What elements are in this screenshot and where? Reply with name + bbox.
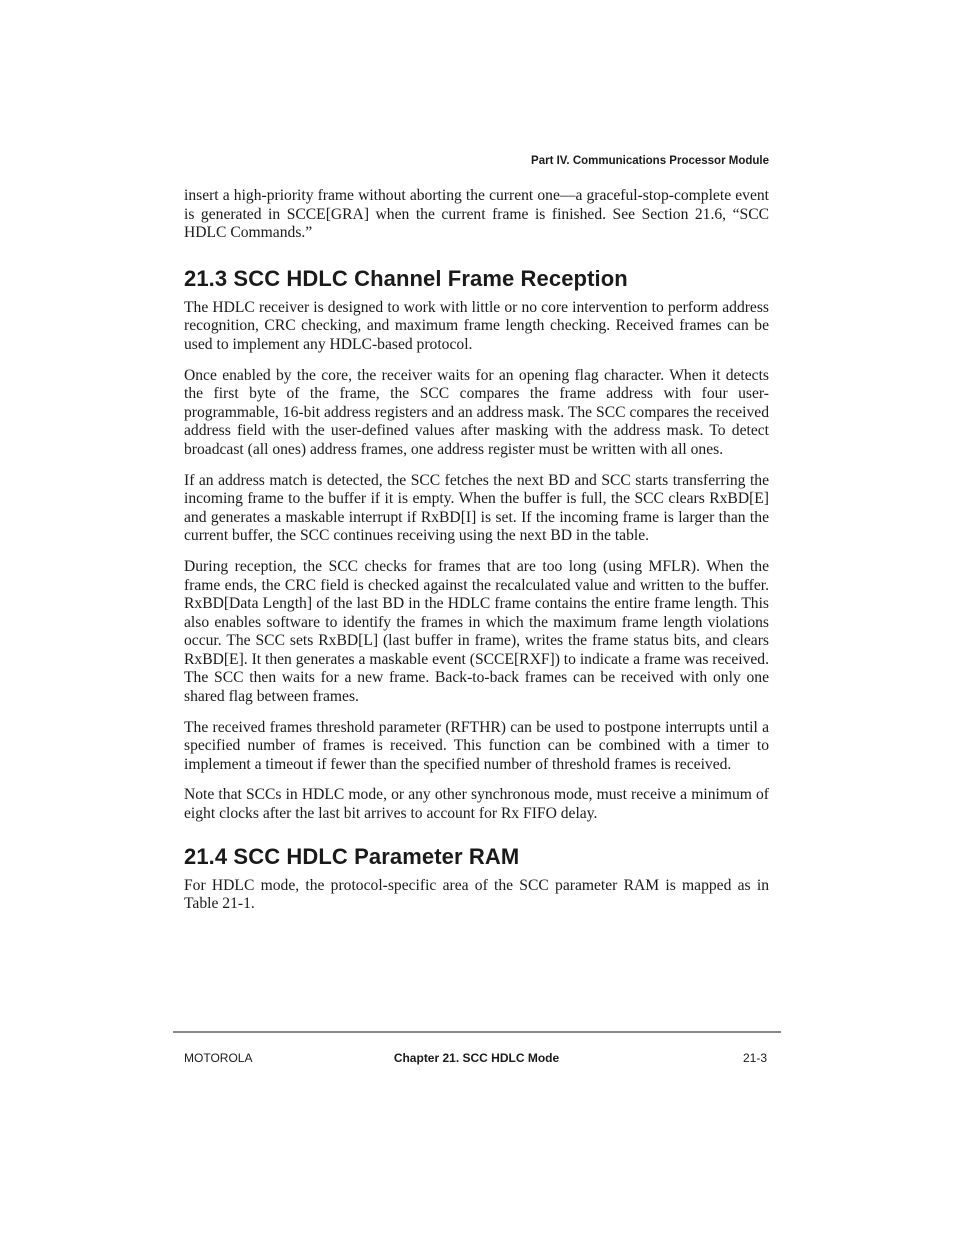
section-21-3-paragraph-4: During reception, the SCC checks for frames that are too long (using MFLR). When the frame ends, the CRC field is checked against the recalculated value and written to the buffer. RxBD[Data Length] of the last BD in the HDLC frame contains the entire frame length. This also enables software to identify the frames in which the maximum frame length violations occur. The SCC sets RxBD[L] (last buffer in frame), writes the frame status bits, and clears RxBD[E]. It then generates a maskable event (SCCE[RXF]) to indicate a frame was received. The SCC then waits for a new frame. Back-to-back frames can be received with only one shared flag between frames. <box>184 557 769 706</box>
footer-divider <box>173 1031 781 1033</box>
section-21-3-paragraph-5: The received frames threshold parameter (RFTHR) can be used to postpone interrupts until a specified number of frames is received. This function can be combined with a timer to implement a timeout if fewer than the specified number of threshold frames is received. <box>184 718 769 773</box>
running-header: Part IV. Communications Processor Module <box>531 155 769 167</box>
section-21-3-paragraph-1: The HDLC receiver is designed to work with little or no core intervention to perform address recognition, CRC checking, and maximum frame length checking. Received frames can be used to implement any HDLC-based protocol. <box>184 298 769 353</box>
page-body <box>184 187 769 926</box>
footer-chapter-title: Chapter 21. SCC HDLC Mode <box>393 1051 560 1065</box>
footer-publisher: MOTOROLA <box>184 1051 253 1065</box>
section-21-4-heading: 21.4 SCC HDLC Parameter RAM <box>184 843 520 869</box>
section-21-4-paragraph-1: For HDLC mode, the protocol-specific area of the SCC parameter RAM is mapped as in Table 21-1. <box>184 876 769 913</box>
footer-page-number: 21-3 <box>742 1051 767 1065</box>
section-21-3-paragraph-3: If an address match is detected, the SCC fetches the next BD and SCC starts transferring the incoming frame to the buffer if it is empty. When the buffer is full, the SCC clears RxBD[E] and generates a maskable interrupt if RxBD[I] is set. If the incoming frame is larger than the current buffer, the SCC continues receiving using the next BD in the table. <box>184 471 769 545</box>
section-21-3-paragraph-6: Note that SCCs in HDLC mode, or any other synchronous mode, must receive a minimum of eight clocks after the last bit arrives to account for Rx FIFO delay. <box>184 786 769 823</box>
intro-paragraph: insert a high-priority frame without aborting the current one—a graceful-stop-complete event is generated in SCCE[GRA] when the current frame is finished. See Section 21.6, “SCC HDLC Commands.” <box>184 187 769 242</box>
section-21-3-paragraph-2: Once enabled by the core, the receiver waits for an opening flag character. When it detects the first byte of the frame, the SCC compares the frame address with four user-programmable, 16-bit address registers and an address mask. The SCC compares the received address field with the user-defined values after masking with the address mask. To detect broadcast (all ones) address frames, one address register must be written with all ones. <box>184 366 769 458</box>
section-21-3-heading: 21.3 SCC HDLC Channel Frame Reception <box>184 265 628 291</box>
